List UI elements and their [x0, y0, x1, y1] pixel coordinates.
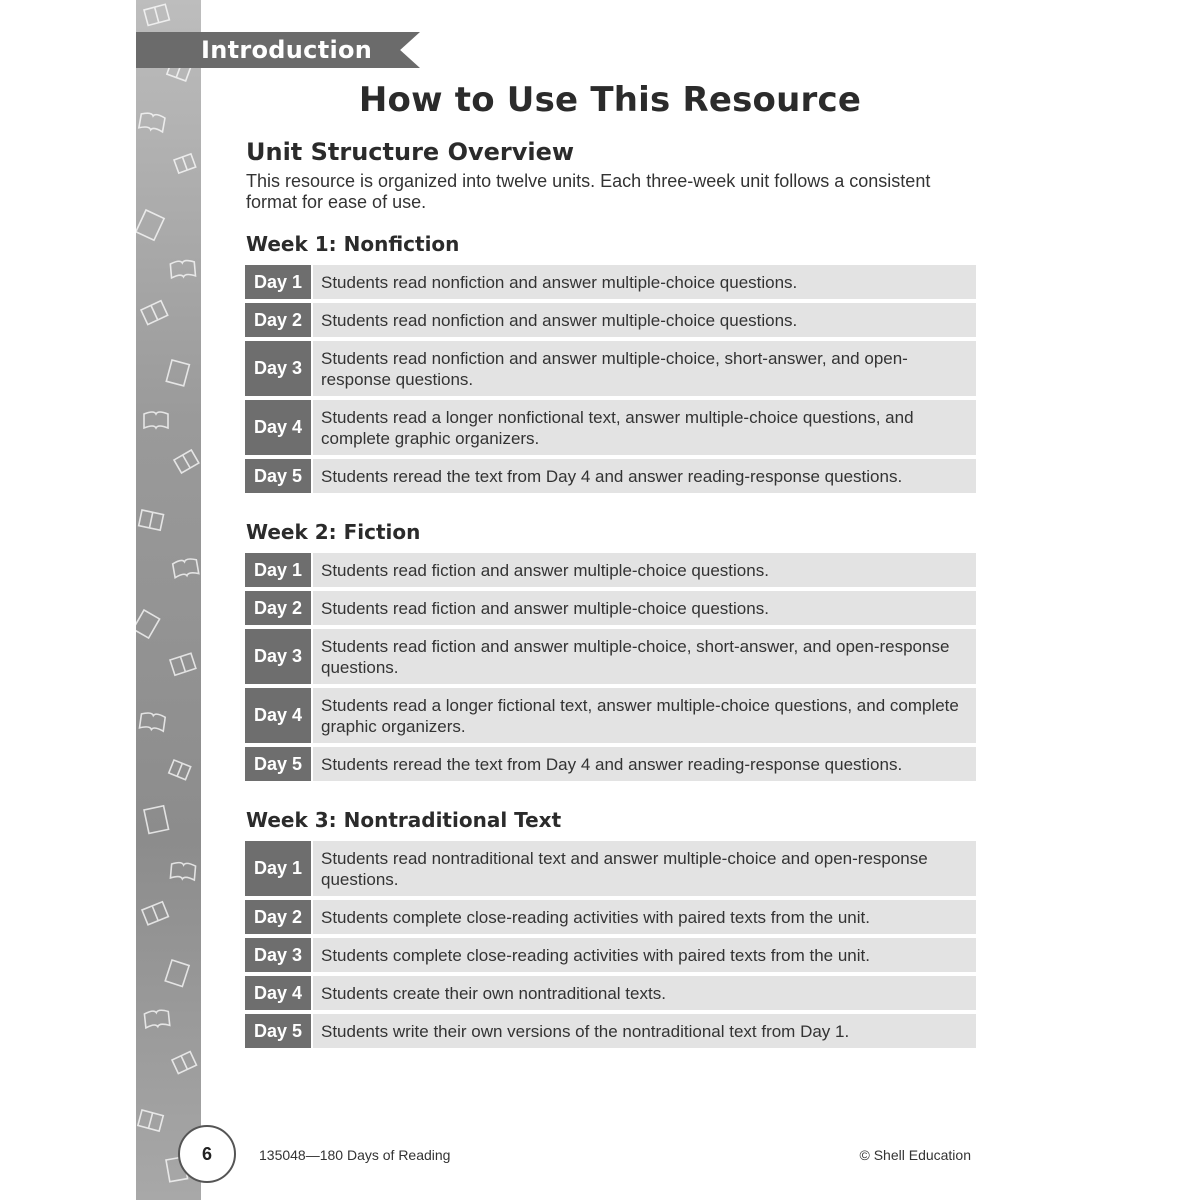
week-3-day-5-row [245, 1014, 976, 1048]
day-description: Students complete close-reading activities with paired texts from the unit. [313, 938, 976, 972]
week-2-day-1-row [245, 553, 976, 587]
day-description: Students read fiction and answer multiple-choice, short-answer, and open-response questions. [313, 629, 976, 684]
week-3-day-2-row [245, 900, 976, 934]
day-label: Day 1 [245, 553, 311, 587]
footer-copyright: © Shell Education [859, 1147, 971, 1163]
day-description: Students read fiction and answer multiple-choice questions. [313, 591, 976, 625]
day-label: Day 3 [245, 341, 311, 396]
day-description: Students read nontraditional text and answer multiple-choice and open-response questions. [313, 841, 976, 896]
week-1-day-1-row [245, 265, 976, 299]
overview-title: Unit Structure Overview [246, 138, 575, 166]
day-label: Day 4 [245, 688, 311, 743]
book-pattern-icon [136, 0, 201, 1200]
overview-text: This resource is organized into twelve units. Each three-week unit follows a consistent format for ease of use. [246, 171, 931, 212]
day-description: Students read a longer nonfictional text, answer multiple-choice questions, and complete graphic organizers. [313, 400, 976, 455]
week-2-title: Week 2: Fiction [246, 520, 421, 544]
day-label: Day 3 [245, 938, 311, 972]
page-number: 6 [178, 1125, 236, 1183]
week-3-day-3-row [245, 938, 976, 972]
day-description: Students read nonfiction and answer multiple-choice, short-answer, and open-response questions. [313, 341, 976, 396]
day-description: Students write their own versions of the nontraditional text from Day 1. [313, 1014, 976, 1048]
week-1-day-2-row [245, 303, 976, 337]
day-label: Day 3 [245, 629, 311, 684]
week-2-day-4-row [245, 688, 976, 743]
page-title: How to Use This Resource [358, 80, 862, 120]
day-label: Day 1 [245, 265, 311, 299]
day-label: Day 5 [245, 747, 311, 781]
day-description: Students read nonfiction and answer multiple-choice questions. [313, 265, 976, 299]
day-description: Students read nonfiction and answer multiple-choice questions. [313, 303, 976, 337]
day-description: Students read fiction and answer multiple-choice questions. [313, 553, 976, 587]
week-1-title: Week 1: Nonfiction [246, 232, 460, 256]
day-description: Students reread the text from Day 4 and answer reading-response questions. [313, 747, 976, 781]
week-1-day-5-row [245, 459, 976, 493]
footer-book-title: 135048—180 Days of Reading [259, 1147, 451, 1163]
week-3-title: Week 3: Nontraditional Text [246, 808, 562, 832]
day-label: Day 1 [245, 841, 311, 896]
day-label: Day 2 [245, 303, 311, 337]
day-label: Day 2 [245, 900, 311, 934]
week-3-day-1-row [245, 841, 976, 896]
decorative-sidebar [136, 0, 201, 1200]
day-description: Students read a longer fictional text, answer multiple-choice questions, and complete graphic organizers. [313, 688, 976, 743]
day-description: Students complete close-reading activities with paired texts from the unit. [313, 900, 976, 934]
day-label: Day 5 [245, 459, 311, 493]
day-label: Day 4 [245, 976, 311, 1010]
week-2-day-2-row [245, 591, 976, 625]
day-label: Day 5 [245, 1014, 311, 1048]
day-description: Students reread the text from Day 4 and answer reading-response questions. [313, 459, 976, 493]
week-1-day-3-row [245, 341, 976, 396]
day-description: Students create their own nontraditional texts. [313, 976, 976, 1010]
section-tab-label: Introduction [201, 36, 373, 64]
week-3-day-4-row [245, 976, 976, 1010]
week-1-day-4-row [245, 400, 976, 455]
day-label: Day 2 [245, 591, 311, 625]
day-label: Day 4 [245, 400, 311, 455]
week-2-day-5-row [245, 747, 976, 781]
week-2-day-3-row [245, 629, 976, 684]
